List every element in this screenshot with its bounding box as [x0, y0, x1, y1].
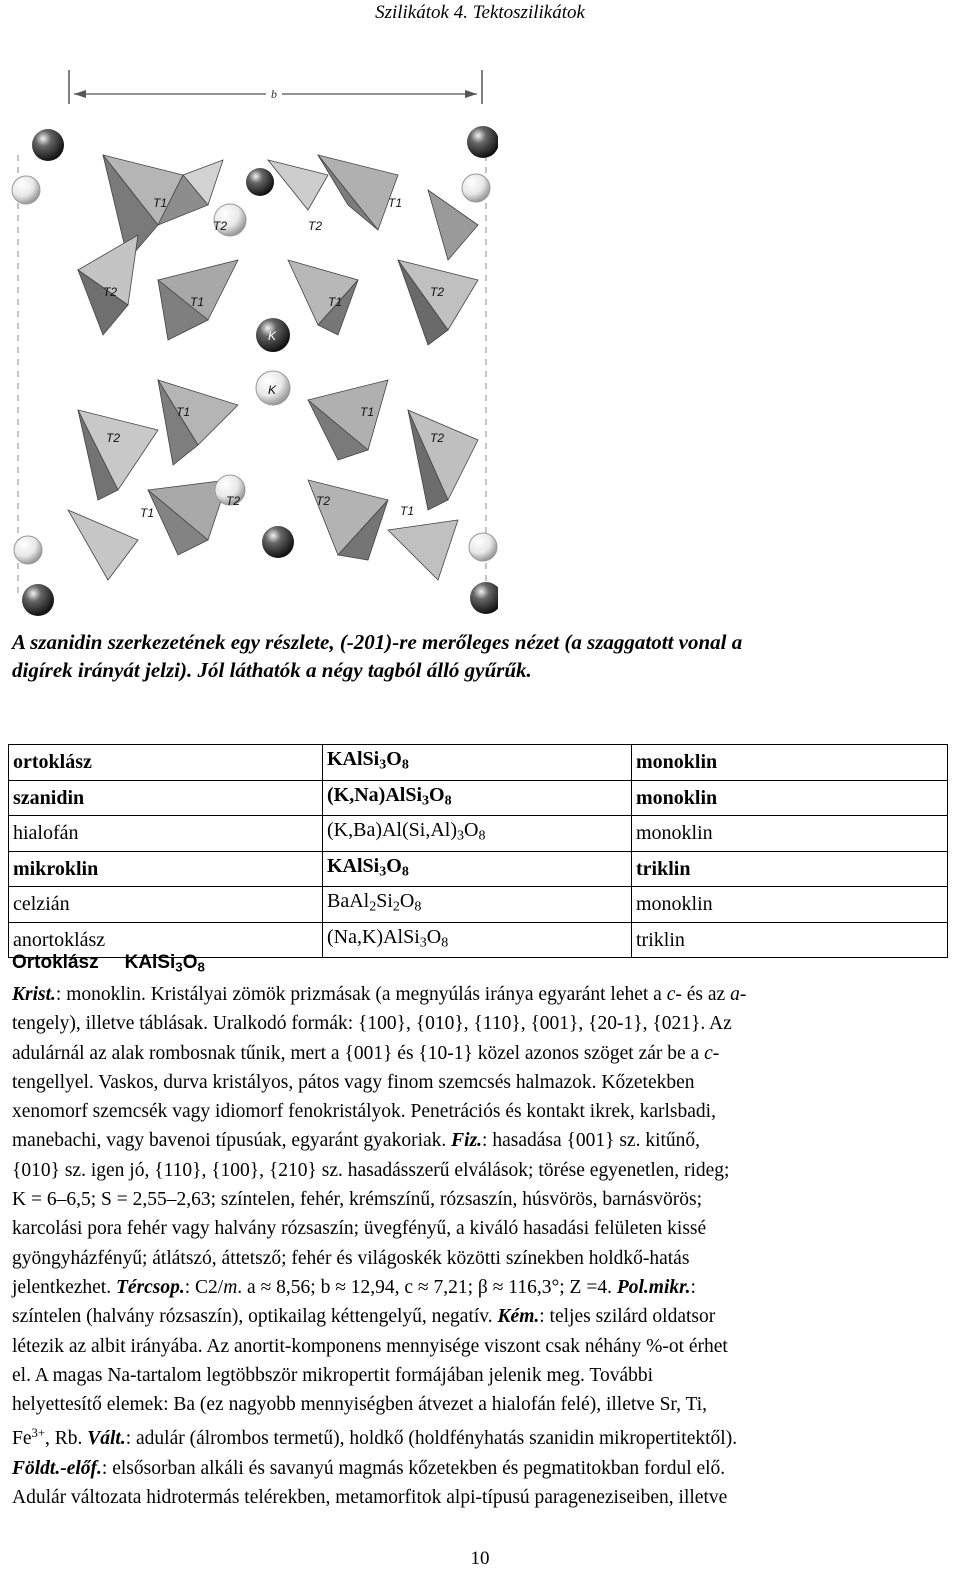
cation-atom	[12, 176, 40, 204]
crystal-system: monoklin	[632, 816, 948, 852]
mineral-name: szanidin	[9, 780, 323, 816]
site-label: T1	[328, 295, 343, 309]
mineral-name: celzián	[9, 887, 323, 923]
site-label: T1	[190, 295, 205, 309]
table-row	[9, 851, 948, 887]
site-label: T1	[388, 196, 403, 210]
text-line: gyöngyházfényű; átlátszó, áttetsző; fehér és világoskék közötti színekben holdkő-hatás	[12, 1247, 690, 1269]
text-line: jelentkezhet. Tércsop.: C2/m. a ≈ 8,56; b ≈ 12,94, c ≈ 7,21; β ≈ 116,3°; Z =4. Pol.mikr.:	[12, 1276, 696, 1298]
table-row	[9, 780, 948, 816]
caption-line: digírek irányát jelzi). Jól láthatók a négy tagból álló gyűrűk.	[12, 658, 532, 682]
section-heading	[12, 952, 205, 974]
mineral-formula: $KAlSi_3O_8$	[323, 745, 632, 781]
mineral-formula: $KAlSi_3O_8$	[323, 851, 632, 887]
text-line: Adulár változata hidrotermás telérekben, metamorfitok alpi-típusú parageneziseiben, illetve	[12, 1487, 728, 1509]
site-label: T2	[106, 431, 121, 445]
mineral-name: mikroklin	[9, 851, 323, 887]
cation-atom	[262, 526, 294, 558]
running-header: Szilikátok 4. Tektoszilikátok	[375, 2, 585, 23]
cation-atom	[22, 584, 54, 616]
mineral-formula: $BaAl_2Si_2O_8$	[323, 887, 632, 923]
site-label: T2	[430, 431, 445, 445]
text-line: el. A magas Na-tartalom legtöbbször mikropertit formájában jelenik meg. További	[12, 1364, 654, 1386]
site-label: T2	[308, 219, 323, 233]
mineral-title: Ortoklász	[12, 952, 99, 973]
cation-atom	[469, 533, 497, 561]
mineral-formula: $(Na,K)AlSi_3O_8$	[323, 922, 632, 958]
feldspar-table	[8, 744, 948, 958]
mineral-description	[12, 980, 942, 1512]
text-line: adulárnál az alak rombosnak tűnik, mert a {001} és {10-1} közel azonos szöget zár be a c-	[12, 1042, 720, 1064]
text-line: $Fe^{3+}$, Rb. Vált.: adulár (álrombos termetű), holdkő (holdfényhatás szanidin mikropertitektől).	[12, 1426, 738, 1450]
site-label: K	[268, 329, 277, 343]
cation-atom	[32, 129, 64, 161]
site-label: T2	[213, 219, 228, 233]
mineral-formula: $(K,Ba)Al(Si,Al)_3O_8$	[323, 816, 632, 852]
mineral-title-formula: $KAlSi_3O_8$	[124, 952, 205, 975]
szanidin-structure-figure	[8, 60, 498, 625]
text-line: tengellyel. Vaskos, durva kristályos, pátos vagy finom szemcsés halmazok. Kőzetekben	[12, 1071, 695, 1093]
cation-atom	[467, 126, 498, 158]
cation-atom	[14, 536, 42, 564]
crystal-system: monoklin	[632, 745, 948, 781]
site-label: T2	[430, 285, 445, 299]
crystal-system: triklin	[632, 851, 948, 887]
figure-caption	[12, 628, 942, 684]
site-label: T2	[316, 494, 331, 508]
text-line: manebachi, vagy bavenoi típusúak, egyaránt gyakoriak. Fiz.: hasadása {001} sz. kitűnő,	[12, 1130, 701, 1152]
cation-atom	[462, 174, 490, 202]
mineral-name: anortoklász	[9, 922, 323, 958]
site-label: T1	[140, 506, 155, 520]
table-row	[9, 816, 948, 852]
site-label: T1	[153, 196, 168, 210]
crystal-system: triklin	[632, 922, 948, 958]
site-label: T1	[360, 405, 375, 419]
table-row	[9, 745, 948, 781]
mineral-name: hialofán	[9, 816, 323, 852]
b-axis-label: b	[271, 87, 277, 101]
text-line: {010} sz. igen jó, {110}, {100}, {210} sz. hasadásszerű elválások; törése egyenetlen, rideg;	[12, 1159, 730, 1181]
table-row	[9, 887, 948, 923]
text-line: létezik az albit irányába. Az anortit-komponens mennyisége viszont csak néhány %-ot érhet	[12, 1335, 728, 1357]
cation-atom	[246, 168, 274, 196]
caption-line: A szanidin szerkezetének egy részlete, (-201)-re merőleges nézet (a szaggatott vonal a	[12, 630, 743, 654]
site-label: T2	[103, 285, 118, 299]
mineral-formula: $(K,Na)AlSi_3O_8$	[323, 780, 632, 816]
text-line: Földt.-előf.: elsősorban alkáli és savanyú magmás kőzetekben és pegmatitokban fordul elő.	[12, 1457, 726, 1479]
text-line: K = 6–6,5; S = 2,55–2,63; színtelen, fehér, krémszínű, rózsaszín, húsvörös, barnásvörös;	[12, 1189, 703, 1211]
crystal-system: monoklin	[632, 780, 948, 816]
site-label: T1	[400, 504, 415, 518]
text-line: karcolási pora fehér vagy halvány rózsaszín; üvegfényű, a kiváló hasadási felületen kissé	[12, 1218, 707, 1240]
text-line: helyettesítő elemek: Ba (ez nagyobb mennyiségben átvezet a hialofán felé), illetve Sr, Ti,	[12, 1394, 708, 1416]
page-number: 10	[470, 1548, 490, 1569]
text-line: tengely), illetve táblásak. Uralkodó formák: {100}, {010}, {110}, {001}, {20-1}, {021}. Az	[12, 1013, 732, 1035]
text-line: xenomorf szemcsék vagy idiomorf fenokristályok. Penetrációs és kontakt ikrek, karlsbadi,	[12, 1101, 716, 1123]
crystal-system: monoklin	[632, 887, 948, 923]
site-label: T2	[226, 494, 241, 508]
text-line: Krist.: monoklin. Kristályai zömök prizmásak (a megnyúlás iránya egyaránt lehet a c- és az a-	[12, 984, 747, 1005]
site-label: T1	[176, 405, 191, 419]
text-line: színtelen (halvány rózsaszín), optikailag kéttengelyű, negatív. Kém.: teljes szilárd oldatsor	[12, 1306, 716, 1328]
crystal-structure-diagram	[8, 60, 498, 625]
cation-atom	[470, 582, 498, 614]
site-label: K	[268, 383, 277, 397]
mineral-name: ortoklász	[9, 745, 323, 781]
